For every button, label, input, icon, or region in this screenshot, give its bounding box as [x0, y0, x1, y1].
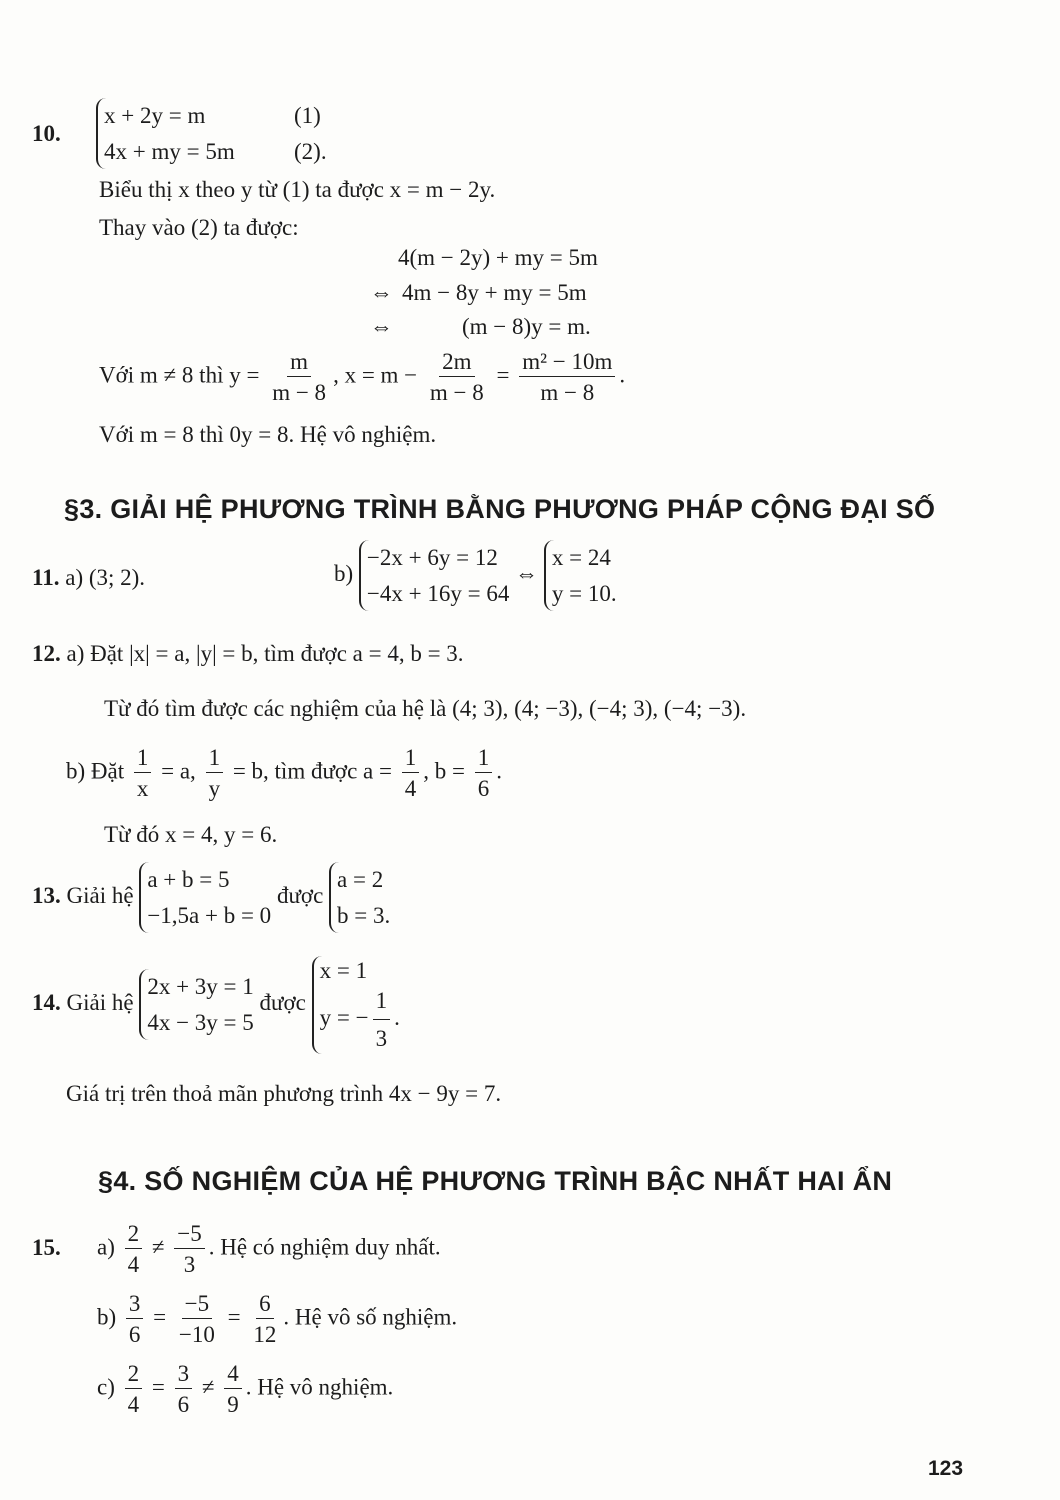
- problem-14: 14. Giải hệ 2x + 3y = 1 4x − 3y = 5 được x = 1 y = − $\frac{1}{3}$ .: [32, 956, 400, 1054]
- problem-13: 13. Giải hệ a + b = 5 −1,5a + b = 0 được a = 2 b = 3.: [32, 862, 390, 933]
- system: a + b = 5 −1,5a + b = 0: [139, 862, 271, 933]
- fraction: $\frac{-5}{-10}$: [178, 1291, 215, 1347]
- fraction: $\frac{1}{x}$: [134, 746, 152, 800]
- problem-12-b2: Từ đó x = 4, y = 6.: [104, 822, 278, 847]
- problem-15-b: b) $\frac{3}{6}$ = $\frac{-5}{-10}$ = $\frac{6}{12}$ . Hệ vô số nghiệm.: [97, 1291, 458, 1347]
- problem-14-note: Giá trị trên thoả mãn phương trình 4x − 9y = 7.: [66, 1081, 502, 1106]
- system: x = 1 y = − $\frac{1}{3}$ .: [312, 956, 400, 1054]
- equivalence-arrow: ⇔: [370, 280, 393, 305]
- problem-12-a: 12. a) Đặt |x| = a, |y| = b, tìm được a = 4, b = 3.: [32, 641, 464, 666]
- fraction: $\frac{1}{3}$: [373, 986, 391, 1054]
- system: a = 2 b = 3.: [329, 862, 390, 933]
- system: x = 24 y = 10.: [544, 540, 617, 611]
- page-number: 123: [928, 1457, 964, 1480]
- problem-10-step1: 4(m − 2y) + my = 5m: [398, 245, 598, 270]
- problem-10-system: x + 2y = m (1) 4x + my = 5m (2).: [96, 98, 235, 169]
- problem-10-line1: Biểu thị x theo y từ (1) ta được x = m − 2y.: [99, 177, 496, 202]
- problem-10-case2: Với m = 8 thì 0y = 8. Hệ vô nghiệm.: [99, 422, 437, 447]
- problem-11-b: b) −2x + 6y = 12 −4x + 16y = 64 ⇔ x = 24 y = 10.: [334, 540, 617, 611]
- equivalence-arrow: ⇔: [370, 314, 393, 339]
- problem-10-line2: Thay vào (2) ta được:: [99, 215, 299, 240]
- problem-10-case1: Với m ≠ 8 thì y = $\frac{m}{m - 8}$ , x = m − $\frac{2m}{m - 8}$ = $\frac{\text{m² − 10m}}{m - 8}$ .: [99, 349, 626, 405]
- section-4-heading: §4. SỐ NGHIỆM CỦA HỆ PHƯƠNG TRÌNH BẬC NHẤT HAI ẨN: [98, 1166, 893, 1196]
- problem-10-number: 10.: [32, 121, 61, 146]
- problem-10-step2: 4m − 8y + my = 5m: [402, 280, 587, 305]
- problem-15-number: 15.: [32, 1235, 61, 1260]
- fraction: $\frac{2}{4}$: [125, 1362, 143, 1416]
- fraction: $\frac{m}{m - 8}$: [272, 349, 327, 405]
- fraction: $\frac{1}{6}$: [475, 746, 493, 800]
- problem-15-c: c) $\frac{2}{4}$ = $\frac{3}{6}$ ≠ $\frac{4}{9}$ . Hệ vô nghiệm.: [97, 1361, 394, 1417]
- fraction: $\frac{3}{6}$: [126, 1292, 144, 1346]
- fraction: $\frac{3}{6}$: [175, 1362, 193, 1416]
- problem-15-a: a) $\frac{2}{4}$ ≠ $\frac{-5}{3}$ . Hệ có nghiệm duy nhất.: [97, 1221, 441, 1277]
- fraction: $\frac{-5}{3}$: [174, 1222, 204, 1276]
- section-3-heading: §3. GIẢI HỆ PHƯƠNG TRÌNH BẰNG PHƯƠNG PHÁP CỘNG ĐẠI SỐ: [64, 494, 936, 524]
- fraction: $\frac{2}{4}$: [125, 1222, 143, 1276]
- fraction: $\frac{\text{m² − 10m}}{m - 8}$: [519, 350, 615, 404]
- problem-11: 11. a) (3; 2).: [32, 565, 146, 590]
- fraction: $\frac{2m}{m - 8}$: [429, 349, 484, 405]
- fraction: $\frac{4}{9}$: [224, 1362, 242, 1416]
- problem-12-a2: Từ đó tìm được các nghiệm của hệ là (4; 3), (4; −3), (−4; 3), (−4; −3).: [104, 696, 747, 721]
- fraction: $\frac{6}{12}$: [253, 1291, 277, 1347]
- problem-12-b: b) Đặt $\frac{1}{x}$ = a, $\frac{1}{y}$ = b, tìm được a = $\frac{1}{4}$ , b = $\frac{1}{6}$ .: [66, 745, 502, 801]
- fraction: $\frac{1}{4}$: [402, 746, 420, 800]
- system: 2x + 3y = 1 4x − 3y = 5: [139, 969, 253, 1040]
- system: −2x + 6y = 12 −4x + 16y = 64: [359, 540, 509, 611]
- problem-10-step3: (m − 8)y = m.: [462, 314, 591, 339]
- fraction: $\frac{1}{y}$: [206, 746, 224, 800]
